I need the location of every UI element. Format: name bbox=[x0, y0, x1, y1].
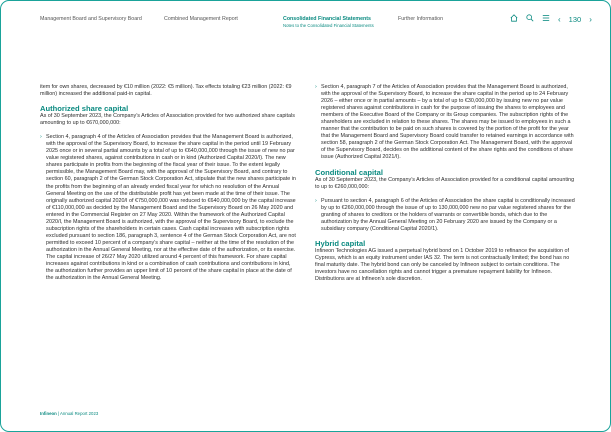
footer-brand: Infineon bbox=[40, 411, 57, 416]
authorized-capital-heading: Authorized share capital bbox=[40, 104, 129, 114]
nav-financial-statements[interactable]: Consolidated Financial Statements bbox=[283, 16, 372, 22]
menu-icon[interactable] bbox=[542, 14, 550, 24]
toolbar bbox=[510, 13, 592, 25]
authorized-capital-2020-text: Section 4, paragraph 4 of the Articles of Association provides that the Management Board is authorized, with the approval of the Supervisory Board, to increase the share capital in the period until 19 February 2025 once or in several partial amounts by a total of up to €640,000,000 through the issue of new no par value registered shares, against contributions in cash or in kind (Authorized Capital 2020/I). The new shares participate in profits from the beginning of the fiscal year of their issue. To the extent legally permissible, the Management Board may, with the approval of the Supervisory Board, and contrary to section 60, paragraph 2 of the German Stock Corporation Act, stipulate that the new shares participate in the profits from the beginning of an already ended fiscal year for which no resolution of the Annual General Meeting on the use of the distributable profit has yet been made at the time of their issue. The originally authorized capital 2020/I of €750,000,000 was reduced to €640,000,000 by the capital increase of €110,000,000 as decided by the Management Board and the Supervisory Board on 26 May 2020 and entered in the Commercial Register on 27 May 2020. Within the framework of the Authorized Capital 2020/I, the Management Board is authorized, with the approval of the Supervisory Board, to exclude the subscription rights of the shareholders in certain cases. Cash capital increases with subscription rights excluded pursuant to section 186, paragraph 3, sentence 4 of the German Stock Corporation Act, are not permitted to exceed 10 percent of a company’s share capital – neither at the time of the resolution of the authorization in the Annual General Meeting, nor at the effective date of the authorization, or its exercise. The capital increase of 26/27 May 2020 utilized around 4 percent of this framework. For share capital increases against contributions in kind or a combination of cash contributions and contributions in kind, the authorization further provides an upper limit of 10 percent of the share capital in place at the date of the authorization in the Annual General Meeting. bbox=[46, 134, 296, 282]
next-page-icon[interactable]: › bbox=[589, 14, 592, 24]
chevron-right-icon: › bbox=[315, 84, 317, 90]
left-column bbox=[40, 84, 296, 282]
prev-page-icon[interactable]: ‹ bbox=[558, 14, 561, 24]
authorized-capital-2021-text: Section 4, paragraph 7 of the Articles of Association provides that the Management Board is authorized, with the approval of the Supervisory Board, to increase the share capital in the period up to 24 February 2026 – either once or in partial amounts – by a total of up to €30,000,000 by issuing new no par value registered shares against contributions in cash for the purpose of issuing the shares to employees and members of the Executive Board of the Company or its Group companies. The subscription rights of the shareholders are excluded in relation to these shares. The shares may be issued to employees in such a manner that the contribution to be paid on such shares is covered by the portion of the profit for the year that the Management Board and Supervisory Board could transfer to retained earnings in accordance with section 58, paragraph 2 of the German Stock Corporation Act. The Management Board, with the approval of the Supervisory Board, decides on the additional content of the share rights and the conditions of share issue (Authorized Capital 2021/I). bbox=[321, 84, 574, 161]
chevron-right-icon: › bbox=[315, 197, 317, 204]
nav-further-information[interactable]: Further Information bbox=[398, 16, 444, 22]
hybrid-capital-text: Infineon Technologies AG issued a perpetual hybrid bond on 1 October 2019 to refinance the acquisition of Cypress, which is an equity instrument under IAS 32. The term is not contractually limited; the bond has no final maturity date. The hybrid bond can only be canceled by Infineon subject to certain conditions. The investors have no cancellation rights and cannot trigger a premature repayment liability for Infineon. Distributions are at Infineon’s sole discretion. bbox=[315, 247, 570, 283]
nav-notes-subtitle[interactable]: Notes to the Consolidated Financial Statements bbox=[283, 23, 374, 28]
list-item bbox=[40, 134, 296, 282]
authorized-capital-intro: As of 30 September 2023, the Company’s Articles of Association provided for two authorized share capitals amounting to up to €670,000,000: bbox=[40, 113, 295, 127]
intro-paragraph: item for own shares, decreased by €10 million (2022: €5 million). Tax effects totaling €23 million (2022: €9 million) increased the additional paid-in capital. bbox=[40, 84, 292, 98]
conditional-capital-heading: Conditional capital bbox=[315, 167, 383, 177]
nav-management-report[interactable]: Combined Management Report bbox=[164, 16, 238, 22]
home-icon[interactable] bbox=[510, 14, 518, 24]
conditional-capital-text: Pursuant to section 4, paragraph 6 of the Articles of Association the share capital is conditionally increased by up to €260,000,000 through the issue of up to 130,000,000 new no par value registered shares for the granting of shares to creditors or the holders of warrants or convertible bonds, which due to the authorization by the Annual General Meeting on 20 February 2020 are issued by the Company or a subsidiary company (Conditional Capital 2020/1). bbox=[321, 197, 575, 232]
right-column bbox=[315, 84, 577, 283]
page-number: 130 bbox=[568, 14, 582, 24]
list-item bbox=[315, 84, 577, 162]
chevron-right-icon: › bbox=[40, 134, 42, 141]
search-icon[interactable] bbox=[526, 14, 534, 24]
conditional-capital-intro: As of 30 September 2023, the Company’s Articles of Association provided for a conditional capital amounting to up to €260,000,000: bbox=[315, 176, 575, 190]
nav-management-board[interactable]: Management Board and Supervisory Board bbox=[40, 16, 142, 22]
hybrid-capital-heading: Hybrid capital bbox=[315, 238, 366, 248]
list-item bbox=[315, 198, 577, 233]
footer: Infineon | Annual Report 2023 bbox=[40, 411, 99, 416]
footer-report: Annual Report 2023 bbox=[60, 411, 99, 416]
